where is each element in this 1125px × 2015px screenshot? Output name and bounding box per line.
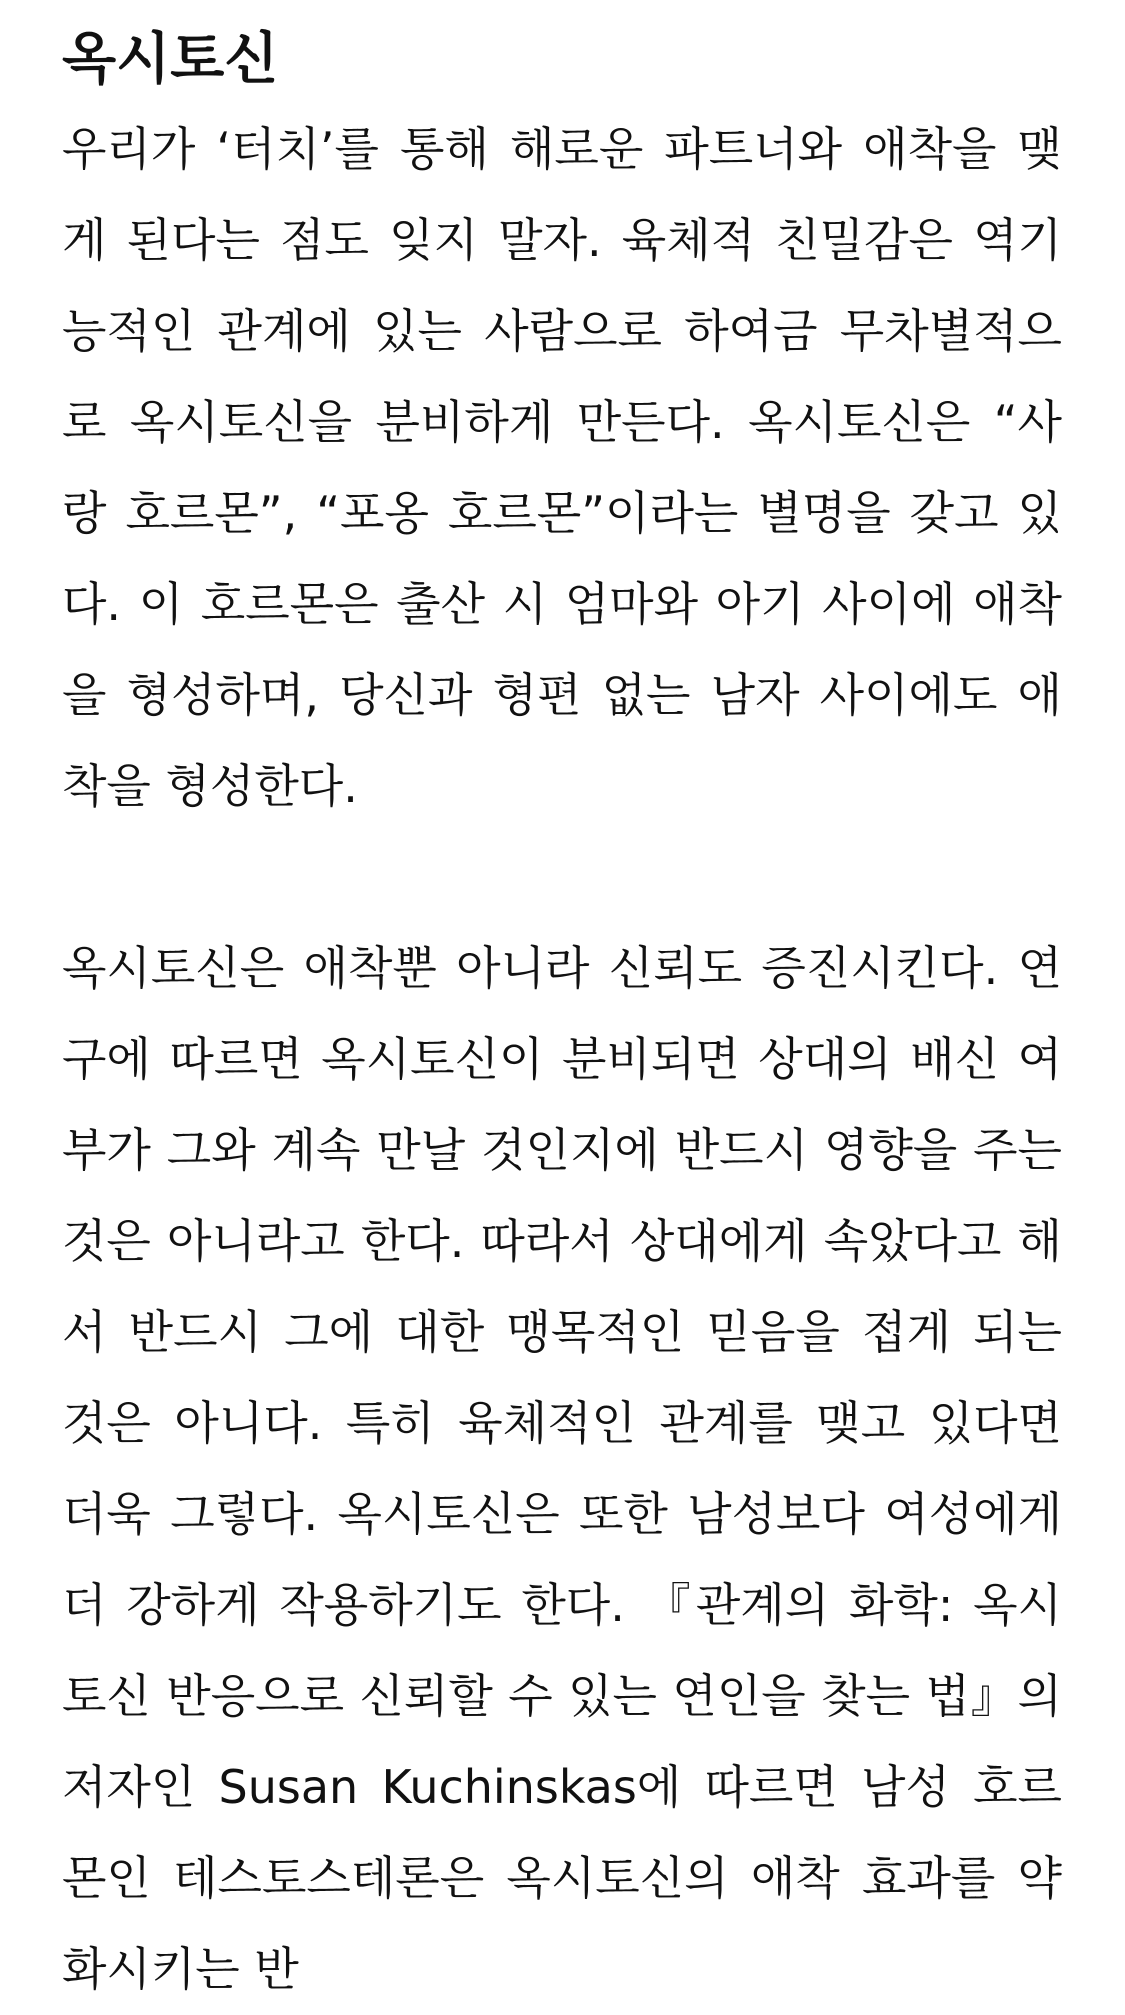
article-paragraph: 옥시토신은 애착뿐 아니라 신뢰도 증진시킨다. 연구에 따르면 옥시토신이 분비되면 상대의 배신 여부가 그와 계속 만날 것인지에 반드시 영향을 주는 것은 아니라고 한다. 따라서 상대에게 속았다고 해서 반드시 그에 대한 맹목적인 믿음을 접게 되는 것은 아니다. 특히 육체적인 관계를 맺고 있다면 더욱 그렇다. 옥시토신은 또한 남성보다 여성에게 더 강하게 작용하기도 한다. 『관계의 화학: 옥시토신 반응으로 신뢰할 수 있는 연인을 찾는 법』의 저자인 Susan Kuchinskas에 따르면 남성 호르몬인 테스토스테론은 옥시토신의 애착 효과를 약화시키는 반: [62, 941, 1062, 1996]
article-paragraph: 우리가 ‘터치’를 통해 해로운 파트너와 애착을 맺게 된다는 점도 잊지 말자. 육체적 친밀감은 역기능적인 관계에 있는 사람으로 하여금 무차별적으로 옥시토신을 분비하게 만든다. 옥시토신은 “사랑 호르몬”, “포옹 호르몬”이라는 별명을 갖고 있다. 이 호르몬은 출산 시 엄마와 아기 사이에 애착을 형성하며, 당신과 형편 없는 남자 사이에도 애착을 형성한다.: [62, 122, 1062, 813]
article: [62, 18, 1062, 2015]
article-title: 옥시토신: [62, 27, 279, 92]
